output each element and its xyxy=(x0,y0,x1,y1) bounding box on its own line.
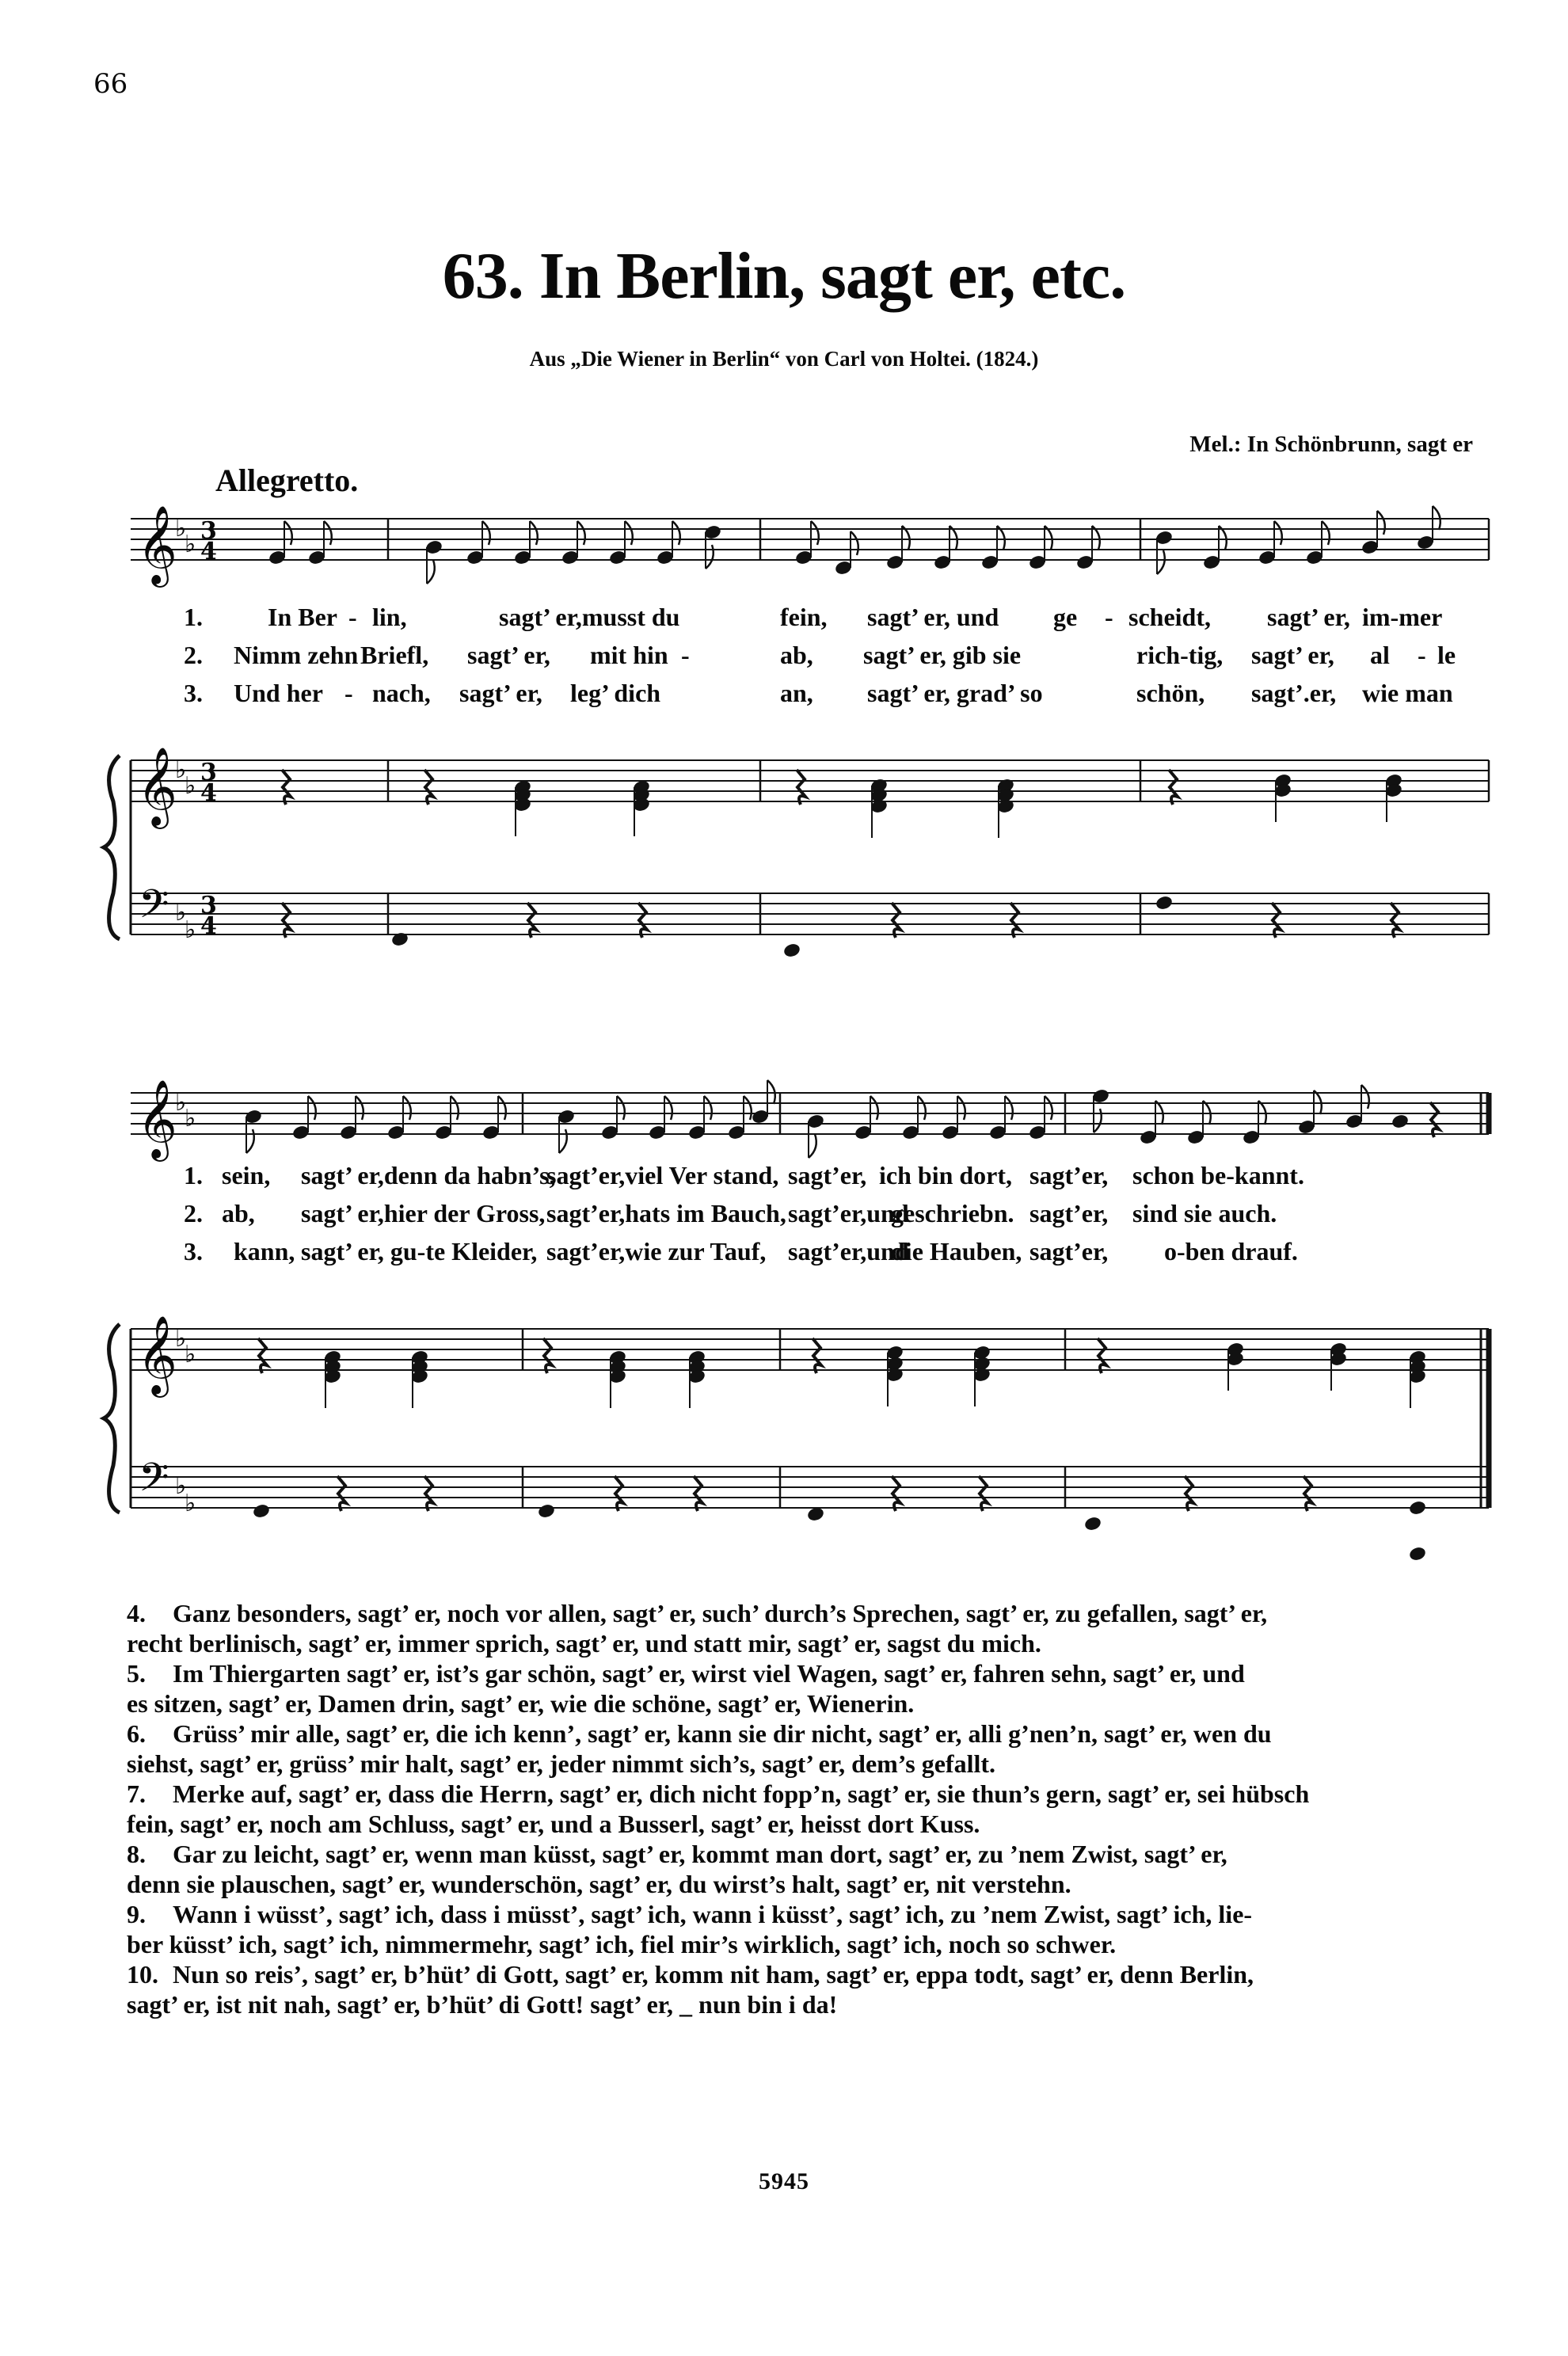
verse-text: Gar zu leicht, sagt’ er, wenn man küsst, sagt’ er, kommt man dort, sagt’ er, zu ’nem Zwist, sagt’ er, xyxy=(173,1840,1227,1868)
system1-lyric: sagt’ er, und xyxy=(867,603,999,631)
system1-lyric: 2. xyxy=(184,641,203,669)
page-number: 66 xyxy=(93,68,128,100)
note-flag xyxy=(427,560,435,584)
note-flag xyxy=(811,521,819,545)
quarter-rest-icon xyxy=(615,1476,623,1511)
time-signature-bottom: 4 xyxy=(200,538,217,565)
note-head xyxy=(1391,1113,1410,1130)
note-head xyxy=(1155,895,1174,912)
note-flag xyxy=(809,1134,816,1158)
quarter-rest-icon xyxy=(1010,903,1019,938)
system2-lyric: ab, xyxy=(222,1199,255,1227)
bass-clef-icon: 𝄢 xyxy=(139,1455,169,1510)
quarter-rest-icon xyxy=(282,770,291,805)
note-flag xyxy=(284,521,292,545)
system2-lyric: sagt’er,und xyxy=(788,1237,909,1266)
system1-lyric: - xyxy=(344,679,353,707)
note-flag xyxy=(246,1129,254,1153)
system1-lyric: lin, xyxy=(372,603,407,631)
song-subtitle: Aus „Die Wiener in Berlin“ von Carl von Holtei. (1824.) xyxy=(529,347,1039,371)
system1-lyric: - xyxy=(348,603,357,631)
system1-lyric: - xyxy=(681,641,690,669)
note-flag xyxy=(918,1096,926,1120)
quarter-rest-icon xyxy=(1185,1476,1193,1511)
system2-lyric: sagt’er,viel Ver stand, xyxy=(546,1161,779,1189)
verse-text: Wann i wüsst’, sagt’ ich, dass i müsst’, sagt’ ich, wann i küsst’, sagt’ ich, zu ’nem Zwist, sagt’ ich, lie- xyxy=(173,1900,1253,1928)
system1-lyric: im-mer xyxy=(1362,603,1443,631)
treble-clef-icon: 𝄞 xyxy=(137,1079,177,1159)
verse-text: recht berlinisch, sagt’ er, immer sprich, sagt’ er, und statt mir, sagt’ er, sagst du mich. xyxy=(127,1629,1041,1658)
note-flag xyxy=(664,1096,672,1120)
verse-line xyxy=(127,1628,1489,1658)
note-flag xyxy=(870,1096,878,1120)
verse-text: ber küsst’ ich, sagt’ ich, nimmermehr, sagt’ ich, fiel mir’s wirklich, sagt’ ich, noch so schwer. xyxy=(127,1930,1117,1958)
verse-number: 7. xyxy=(127,1779,146,1808)
note-head xyxy=(390,931,409,948)
key-flat-icon: ♭ xyxy=(175,1325,187,1353)
note-flag xyxy=(672,521,680,545)
verse-line xyxy=(127,1809,1489,1839)
key-flat-icon: ♭ xyxy=(175,899,187,927)
system2-lyric: 3. xyxy=(184,1237,203,1266)
verse-line xyxy=(127,1779,1489,1809)
note-flag xyxy=(1094,1109,1102,1132)
system2-lyric: sagt’ er, gu-te Kleider, xyxy=(301,1237,538,1266)
verse-line xyxy=(127,1688,1489,1718)
verse-number: 5. xyxy=(127,1659,146,1688)
system1-lyric: al xyxy=(1370,641,1390,669)
system2-lyric: sagt’er,und xyxy=(788,1199,909,1227)
quarter-rest-icon xyxy=(1303,1476,1312,1511)
system2-lyric: 1. xyxy=(184,1161,203,1189)
system1-lyric: sagt’ er,musst du xyxy=(499,603,680,631)
quarter-rest-icon xyxy=(797,770,805,805)
quarter-rest-icon xyxy=(1430,1102,1439,1137)
note-flag xyxy=(577,521,585,545)
quarter-rest-icon xyxy=(694,1476,702,1511)
verse-line xyxy=(127,1839,1489,1869)
system2-lyric: sagt’er, xyxy=(1029,1199,1109,1227)
verse-text: Nun so reis’, sagt’ er, b’hüt’ di Gott, sagt’ er, komm nit ham, sagt’ er, eppa todt, sagt’ er, denn Berlin, xyxy=(173,1960,1254,1989)
quarter-rest-icon xyxy=(638,903,647,938)
system1-lyric: fein, xyxy=(780,603,828,631)
system1-lyric: sagt’ er, gib sie xyxy=(863,641,1022,669)
quarter-rest-icon xyxy=(337,1476,346,1511)
verse-line xyxy=(127,1929,1489,1959)
note-flag xyxy=(617,1096,625,1120)
key-flat-icon: ♭ xyxy=(185,1105,196,1132)
bass-clef-icon: 𝄢 xyxy=(139,881,169,937)
system1-lyric: le xyxy=(1437,641,1456,669)
treble-clef-icon: 𝄞 xyxy=(137,1315,177,1395)
note-flag xyxy=(706,545,714,569)
system2-lyric: sagt’ er,denn da habn’s, xyxy=(301,1161,556,1189)
system1-lyric: - xyxy=(1105,603,1113,631)
system1-lyric: leg’ dich xyxy=(570,679,661,707)
quarter-rest-icon xyxy=(258,1338,267,1373)
verse-line xyxy=(127,1869,1489,1899)
system1-lyric: sagt’ er, xyxy=(1251,641,1334,669)
treble-clef-icon: 𝄞 xyxy=(137,505,177,584)
time-signature-top: 3 xyxy=(200,517,217,545)
verse-text: Merke auf, sagt’ er, dass die Herrn, sagt’ er, dich nicht fopp’n, sagt’ er, sie thun’s gern, sagt’ er, sei hübsch xyxy=(173,1779,1310,1808)
key-flat-icon: ♭ xyxy=(185,1341,196,1368)
key-flat-icon: ♭ xyxy=(175,1472,187,1500)
treble-clef-icon: 𝄞 xyxy=(137,747,177,826)
plate-number: 5945 xyxy=(759,2168,809,2194)
system2-lyric: sagt’er, xyxy=(1029,1237,1109,1266)
quarter-rest-icon xyxy=(424,770,433,805)
note-flag xyxy=(704,1096,712,1120)
note-flag xyxy=(1361,1085,1369,1109)
note-flag xyxy=(559,1129,567,1153)
time-signature-bottom: 4 xyxy=(200,779,217,807)
quarter-rest-icon xyxy=(892,1476,900,1511)
brace-icon xyxy=(104,756,120,939)
verse-text: es sitzen, sagt’ er, Damen drin, sagt’ er, wie die schöne, sagt’ er, Wienerin. xyxy=(127,1689,915,1718)
system2-lyric: kann, xyxy=(234,1237,295,1266)
system2-lyric: die Hauben, xyxy=(891,1237,1022,1266)
verse-text: siehst, sagt’ er, grüss’ mir halt, sagt’ er, jeder nimmt sich’s, sagt’ er, dem’s gefallt. xyxy=(127,1749,996,1778)
note-flag xyxy=(324,521,332,545)
note-flag xyxy=(1005,1096,1013,1120)
quarter-rest-icon xyxy=(813,1338,821,1373)
verse-number: 4. xyxy=(127,1599,146,1627)
system2-lyric: schon be-kannt. xyxy=(1132,1161,1304,1189)
verse-line xyxy=(127,1989,1489,2019)
key-flat-icon: ♭ xyxy=(185,772,196,800)
tempo-marking: Allegretto. xyxy=(215,462,359,498)
verse-line xyxy=(127,1899,1489,1929)
system1-lyric: In Ber xyxy=(268,603,337,631)
system1-lyric: Briefl, xyxy=(360,641,429,669)
quarter-rest-icon xyxy=(543,1338,552,1373)
system1-lyric: sagt’.er, xyxy=(1251,679,1337,707)
system1-lyric: - xyxy=(1418,641,1426,669)
note-head xyxy=(1408,1500,1427,1517)
note-flag xyxy=(851,531,858,555)
system1-lyric: schön, xyxy=(1136,679,1205,707)
quarter-rest-icon xyxy=(424,1476,433,1511)
system1-lyric: 3. xyxy=(184,679,203,707)
quarter-rest-icon xyxy=(1391,903,1399,938)
system1-lyric: mit hin xyxy=(590,641,668,669)
verse-text: denn sie plauschen, sagt’ er, wunderschön, sagt’ er, du wirst’s halt, sagt’ er, nit verstehn. xyxy=(127,1870,1071,1898)
system2-lyric: o-ben drauf. xyxy=(1164,1237,1298,1266)
verse-number: 6. xyxy=(127,1719,146,1748)
system1-lyric: wie man xyxy=(1362,679,1453,707)
system1-lyric: Nimm zehn xyxy=(234,641,359,669)
additional-verses xyxy=(127,1598,1489,2019)
quarter-rest-icon xyxy=(1169,770,1178,805)
note-head xyxy=(1083,1516,1102,1532)
note-flag xyxy=(530,521,538,545)
quarter-rest-icon xyxy=(282,903,291,938)
key-flat-icon: ♭ xyxy=(185,1490,196,1517)
verse-line xyxy=(127,1718,1489,1749)
system2-lyric: sagt’er, xyxy=(788,1161,867,1189)
verse-line xyxy=(127,1658,1489,1688)
system1-lyric: rich-tig, xyxy=(1136,641,1224,669)
system2-lyric: sagt’er,hats im Bauch, xyxy=(546,1199,786,1227)
verse-number: 9. xyxy=(127,1900,146,1928)
system1-lyric: ge xyxy=(1053,603,1078,631)
note-head xyxy=(537,1503,556,1520)
note-flag xyxy=(308,1096,316,1120)
note-flag xyxy=(957,1096,965,1120)
verse-line xyxy=(127,1749,1489,1779)
system2-lyric: sein, xyxy=(222,1161,271,1189)
verse-text: Grüss’ mir alle, sagt’ er, die ich kenn’, sagt’ er, kann sie dir nicht, sagt’ er, alli g’nen’n, sagt’ er, wen du xyxy=(173,1719,1272,1748)
verse-number: 10. xyxy=(127,1960,158,1989)
note-flag xyxy=(498,1096,506,1120)
verse-text: sagt’ er, ist nit nah, sagt’ er, b’hüt’ di Gott! sagt’ er, _ nun bin i da! xyxy=(127,1990,838,2019)
system2-lyric: sind sie auch. xyxy=(1132,1199,1277,1227)
system1-lyric: 1. xyxy=(184,603,203,631)
note-flag xyxy=(403,1096,411,1120)
system1-lyric: an, xyxy=(780,679,813,707)
verse-text: Ganz besonders, sagt’ er, noch vor allen, sagt’ er, such’ durch’s Sprechen, sagt’ er, zu gefallen, sagt’ er, xyxy=(173,1599,1268,1627)
system2-lyric: sagt’er, xyxy=(1029,1161,1109,1189)
system2-lyric: 2. xyxy=(184,1199,203,1227)
system1-lyric: sagt’ er, xyxy=(459,679,542,707)
melody-note: Mel.: In Schönbrunn, sagt er xyxy=(1189,432,1473,457)
verse-text: Im Thiergarten sagt’ er, ist’s gar schön, sagt’ er, wirst viel Wagen, sagt’ er, fahren sehn, sagt’ er, und xyxy=(173,1659,1245,1688)
time-signature-bottom: 4 xyxy=(200,912,217,940)
system1-lyric: ab, xyxy=(780,641,813,669)
system1-lyric: sagt’ er, xyxy=(467,641,550,669)
note-flag xyxy=(1045,1096,1052,1120)
key-flat-icon: ♭ xyxy=(175,1089,187,1117)
verse-text: fein, sagt’ er, noch am Schluss, sagt’ er, und a Busserl, sagt’ er, heisst dort Kuss. xyxy=(127,1810,980,1838)
system1-lyric: Und her xyxy=(234,679,323,707)
note-flag xyxy=(1377,511,1385,535)
quarter-rest-icon xyxy=(892,903,900,938)
quarter-rest-icon xyxy=(979,1476,988,1511)
key-flat-icon: ♭ xyxy=(185,916,196,944)
note-flag xyxy=(1274,521,1282,545)
system1-lyric: nach, xyxy=(372,679,431,707)
verse-line xyxy=(127,1959,1489,1989)
key-flat-icon: ♭ xyxy=(175,515,187,542)
key-flat-icon: ♭ xyxy=(185,531,196,558)
brace-icon xyxy=(104,1324,120,1513)
note-flag xyxy=(1157,550,1165,574)
verse-line xyxy=(127,1598,1489,1628)
note-flag xyxy=(1322,521,1330,545)
note-head xyxy=(252,1503,271,1520)
note-flag xyxy=(356,1096,363,1120)
note-flag xyxy=(451,1096,459,1120)
system2-lyric: sagt’er,wie zur Tauf, xyxy=(546,1237,767,1266)
system1-lyric: scheidt, xyxy=(1128,603,1211,631)
quarter-rest-icon xyxy=(1272,903,1281,938)
verse-number: 8. xyxy=(127,1840,146,1868)
system2-lyric: sagt’ er,hier der Gross, xyxy=(301,1199,546,1227)
note-head xyxy=(1408,1546,1427,1562)
system2-lyric: geschriebn. xyxy=(891,1199,1014,1227)
time-signature-top: 3 xyxy=(200,892,217,919)
note-flag xyxy=(744,1096,752,1120)
system1-lyric: sagt’ er, grad’ so xyxy=(867,679,1043,707)
note-flag xyxy=(482,521,490,545)
system2-lyric: ich bin dort, xyxy=(879,1161,1013,1189)
key-flat-icon: ♭ xyxy=(175,756,187,784)
time-signature-top: 3 xyxy=(200,759,217,786)
note-head xyxy=(782,942,801,959)
system1-lyric: sagt’ er, xyxy=(1267,603,1350,631)
quarter-rest-icon xyxy=(1098,1338,1106,1373)
song-title: 63. In Berlin, sagt er, etc. xyxy=(442,239,1126,313)
quarter-rest-icon xyxy=(527,903,536,938)
note-flag xyxy=(625,521,633,545)
